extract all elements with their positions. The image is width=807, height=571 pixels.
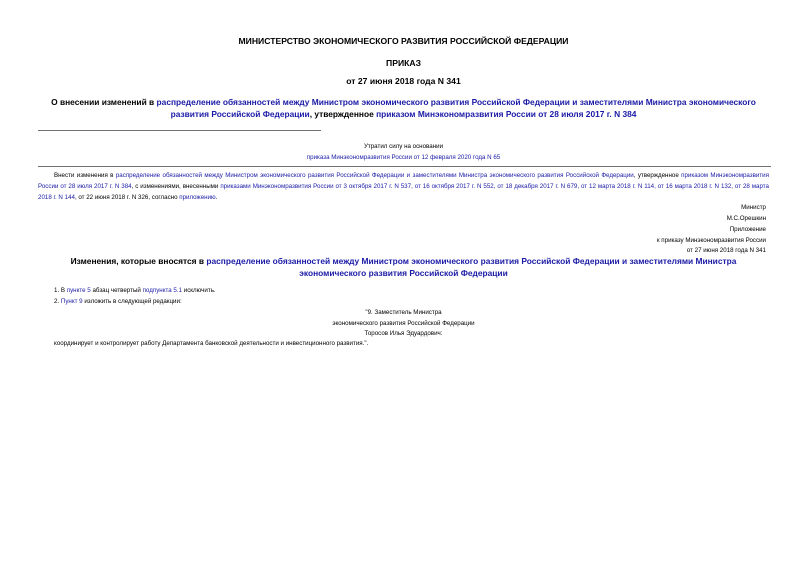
item1-text-a: 1. В xyxy=(54,287,67,294)
item2-text-b: изложить в следующей редакции: xyxy=(82,298,182,305)
repeal-note-line1: Утратил силу на основании xyxy=(363,143,444,150)
quote-line-1: "9. Заместитель Министра xyxy=(365,309,442,316)
item1-text-b: абзац четвертый xyxy=(90,287,143,294)
item2-link-point9[interactable]: Пункт 9 xyxy=(60,298,83,305)
appendix-label: Приложение xyxy=(729,226,766,233)
repeal-note-line2 xyxy=(0,152,807,163)
item1-link-subpoint51[interactable]: подпункта 5.1 xyxy=(142,287,183,294)
item1-text-c: исключить. xyxy=(182,287,216,294)
item1-link-point5[interactable]: пункте 5 xyxy=(66,287,91,294)
repeal-order-link[interactable]: приказа Минэкономразвития России от 12 февраля 2020 года N 65 xyxy=(306,154,501,161)
appendix-date: от 27 июня 2018 года N 341 xyxy=(686,247,766,254)
appendix-title xyxy=(45,255,762,279)
item2-text-a: 2. xyxy=(54,298,61,305)
main-paragraph xyxy=(38,170,769,203)
body-text-4: , от 22 июня 2018 г. N 326, согласно xyxy=(74,194,180,201)
list-item-1 xyxy=(54,285,216,296)
divider-short xyxy=(38,130,321,131)
ministry-header: МИНИСТЕРСТВО ЭКОНОМИЧЕСКОГО РАЗВИТИЯ РОССИЙСКОЙ ФЕДЕРАЦИИ xyxy=(238,36,569,46)
body-text-5: . xyxy=(215,194,218,201)
title-prefix: О внесении изменений в xyxy=(51,97,157,107)
signature-position: Министр xyxy=(741,204,766,211)
divider-long xyxy=(38,166,771,167)
title-link-order-384[interactable]: приказом Минэкономразвития России от 28 июля 2017 г. N 384 xyxy=(376,109,637,119)
doc-title xyxy=(50,96,757,120)
quote-line-4: координирует и контролирует работу Департамента банковской деятельности и инвестиционного развития.". xyxy=(54,340,369,347)
body-link-appendix[interactable]: приложению xyxy=(179,194,216,201)
quote-line-3: Торосов Илья Эдуардович: xyxy=(364,330,443,337)
body-link-distribution[interactable]: распределение обязанностей между Министром экономического развития Российской Федерации и заместителями Министра экономического развития Российской Федерации xyxy=(115,172,634,179)
body-link-order-384[interactable]: приказом Минэкономразвития России от 28 июля 2017 г. N 384 xyxy=(38,172,769,190)
quote-line-2: экономического развития Российской Федерации xyxy=(332,320,475,327)
body-text-3: , с изменениями, внесенными xyxy=(131,183,221,190)
title-link-distribution[interactable]: распределение обязанностей между Министром экономического развития Российской Федерации и заместителями Министра экономического развития Российской Федерации xyxy=(156,97,756,119)
list-item-2 xyxy=(54,296,182,307)
body-link-amending-orders[interactable]: приказами Минэкономразвития России от 3 октября 2017 г. N 537, от 16 октября 2017 г. N 552, от 18 декабря 2017 г. N 679, от 12 марта 2018 г. N 114, от 16 марта 2018 г. N 132, от 28 марта 2018 г. N 144 xyxy=(38,183,770,201)
body-text-1: Внести изменения в xyxy=(54,172,116,179)
doc-type: ПРИКАЗ xyxy=(386,58,421,68)
title-middle: , утвержденное xyxy=(309,109,377,119)
appendix-title-prefix: Изменения, которые вносятся в xyxy=(70,256,207,266)
doc-date-number: от 27 июня 2018 года N 341 xyxy=(346,76,461,86)
body-text-2: , утвержденное xyxy=(633,172,682,179)
appendix-title-link[interactable]: распределение обязанностей между Министром экономического развития Российской Федерации и заместителями Министра экономического развития Российской Федерации xyxy=(206,256,737,278)
signature-name: М.С.Орешкин xyxy=(726,215,766,222)
appendix-ref: к приказу Минэкономразвития России xyxy=(656,237,766,244)
